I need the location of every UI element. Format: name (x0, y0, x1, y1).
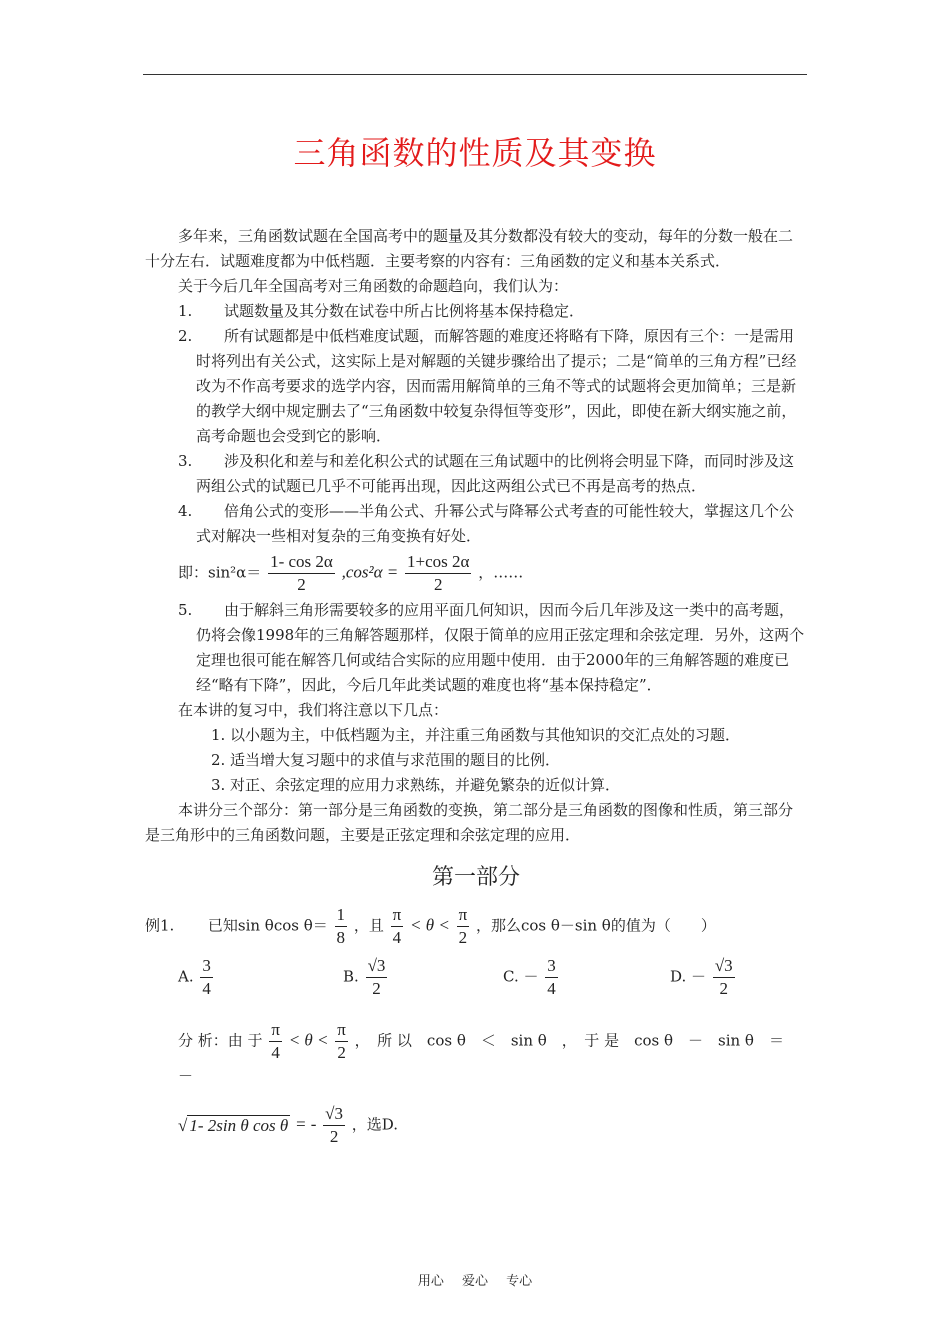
analysis-line (145, 1019, 807, 1089)
item-text: 涉及积化和差与和差化积公式的试题在三角试题中的比例将会明显下降，而同时涉及这两组公式的试题已几乎不可能再出现，因此这两组公式已不再是高考的热点． (196, 452, 795, 495)
analysis-end: ，选D. (351, 1115, 399, 1134)
half-angle-formula (145, 551, 807, 596)
option-label: B. (343, 967, 359, 986)
formula-tail: ，…… (478, 563, 524, 582)
item-text: 所有试题都是中低档难度试题，而解答题的难度还将略有下降，原因有三个：一是需用时将列出有关公式，这实际上是对解题的关键步骤给出了提示；二是“简单的三角方程”已经改为不作高考要求的选学内容，因而需用解简单的三角不等式的试题将会更加简单；三是新的教学大纲中规定删去了“三角函数中较复杂得恒等变形”，因此，即使在新大纲实施之前，高考命题也会受到它的影响． (196, 327, 797, 445)
point-number: 3. (211, 776, 226, 794)
fraction-numerator: π (269, 1019, 282, 1042)
option-label: D. (670, 967, 687, 986)
fraction-numerator: 3 (545, 955, 558, 978)
list-item (145, 324, 807, 449)
inequality: < θ < (410, 915, 450, 935)
item-number: 2. (178, 327, 193, 345)
point-text: 适当增大复习题中的求值与求范围的题目的比例． (230, 751, 561, 769)
fraction-numerator: π (335, 1019, 348, 1042)
inequality: < θ < (288, 1030, 329, 1050)
page-title: 三角函数的性质及其变换 (293, 134, 657, 172)
option-fraction (366, 955, 388, 1000)
page-footer: 用心 爱心 专心 (417, 1274, 533, 1289)
formula-mid: ,cos²α = (341, 562, 399, 582)
option-fraction (713, 955, 735, 1000)
upper-bound-fraction (457, 904, 470, 949)
point-number: 2. (211, 751, 226, 769)
item-number: 3. (178, 452, 193, 470)
equals-sign: = - (295, 1114, 317, 1134)
header-rule (143, 74, 807, 75)
analysis-post: ， 所 以 cos θ ＜ sin θ ， 于 是 cos θ － sin θ ＝ － (178, 1031, 799, 1085)
result-fraction (323, 1103, 345, 1148)
list-item (145, 299, 807, 324)
point-text: 以小题为主，中低档题为主，并注重三角函数与其他知识的交汇点处的习题． (230, 726, 741, 744)
upper-bound-fraction (335, 1019, 348, 1064)
list-item (145, 598, 807, 698)
fraction-numerator: 3 (200, 955, 213, 978)
option-d (670, 955, 737, 1000)
formula-lead: 即：sin²α＝ (178, 563, 262, 582)
list-item (145, 449, 807, 499)
formula-fraction-1 (268, 551, 335, 596)
point-text: 对正、余弦定理的应用力求熟练，并避免繁杂的近似计算． (230, 776, 621, 794)
option-fraction (200, 955, 213, 1000)
sqrt-radicand: 1- 2sin θ cos θ (189, 1116, 289, 1135)
review-point (145, 723, 807, 748)
list-item (145, 499, 807, 549)
document-body (145, 224, 807, 1150)
lower-bound-fraction (391, 904, 404, 949)
fraction-numerator: √3 (713, 955, 735, 978)
parts-paragraph: 本讲分三个部分：第一部分是三角函数的变换，第二部分是三角函数的图像和性质，第三部分是三角形中的三角函数问题，主要是正弦定理和余弦定理的应用． (145, 801, 794, 844)
fraction-denominator: 4 (202, 979, 211, 998)
review-intro: 在本讲的复习中，我们将注意以下几点： (178, 701, 449, 719)
option-sign: － (523, 967, 539, 986)
item-number: 5. (178, 601, 193, 619)
fraction-denominator: 2 (337, 1043, 346, 1062)
fraction-numerator: 1+cos 2α (405, 551, 471, 574)
example-label: 例1. (145, 916, 175, 935)
fraction-numerator: π (457, 904, 470, 927)
option-sign: － (691, 967, 707, 986)
fraction-denominator: 2 (458, 928, 468, 947)
fraction-denominator: 4 (392, 928, 402, 947)
sqrt-expression: √ 1- 2sin θ cos θ (178, 1116, 289, 1135)
example-mid: ，且 (353, 916, 384, 935)
fraction-numerator: π (391, 904, 404, 927)
example-post: ，那么cos θ－sin θ的值为（ ） (475, 916, 716, 935)
fraction-denominator: 8 (336, 928, 346, 947)
lower-bound-fraction (269, 1019, 282, 1064)
fraction-denominator: 2 (372, 979, 381, 998)
fraction-numerator: 1 (335, 904, 348, 927)
option-c (503, 955, 560, 1000)
fraction-numerator: √3 (323, 1103, 345, 1126)
example-fraction (335, 904, 348, 949)
fraction-denominator: 2 (434, 575, 443, 594)
fraction-denominator: 4 (547, 979, 556, 998)
review-point (145, 748, 807, 773)
analysis-lead: 分 析：由 于 (178, 1031, 263, 1050)
analysis-result (145, 1103, 807, 1148)
answer-options (145, 955, 807, 1011)
item-text: 试题数量及其分数在试卷中所占比例将基本保持稳定． (224, 302, 585, 320)
fraction-numerator: √3 (366, 955, 388, 978)
item-number: 1. (178, 302, 193, 320)
fraction-numerator: 1- cos 2α (268, 551, 335, 574)
option-label: C. (503, 967, 519, 986)
example-pre: 已知sin θcos θ＝ (207, 916, 328, 935)
option-b (343, 955, 389, 1000)
option-label: A. (178, 967, 194, 986)
option-a (178, 955, 215, 1000)
intro-paragraph: 多年来，三角函数试题在全国高考中的题量及其分数都没有较大的变动，每年的分数一般在二十分左右．试题难度都为中低档题．主要考察的内容有：三角函数的定义和基本关系式． (145, 227, 794, 270)
item-text: 由于解斜三角形需要较多的应用平面几何知识，因而今后几年涉及这一类中的高考题，仍将会像1998年的三角解答题那样，仅限于简单的应用正弦定理和余弦定理．另外，这两个定理也很可能在解答几何或结合实际的应用题中使用．由于2000年的三角解答题的难度已经“略有下降”，因此，今后几年此类试题的难度也将“基本保持稳定”． (196, 601, 805, 694)
fraction-denominator: 4 (271, 1043, 280, 1062)
fraction-denominator: 2 (329, 1127, 339, 1146)
section-title: 第一部分 (431, 865, 520, 890)
item-number: 4. (178, 502, 193, 520)
fraction-denominator: 2 (719, 979, 729, 998)
option-fraction (545, 955, 558, 1000)
example-question (145, 904, 807, 949)
item-text: 倍角公式的变形——半角公式、升幂公式与降幂公式考查的可能性较大，掌握这几个公式对解决一些相对复杂的三角变换有好处． (196, 502, 795, 545)
formula-fraction-2 (405, 551, 471, 596)
review-point (145, 773, 807, 798)
fraction-denominator: 2 (297, 575, 306, 594)
point-number: 1. (211, 726, 226, 744)
trend-intro: 关于今后几年全国高考对三角函数的命题趋向，我们认为： (178, 277, 569, 295)
